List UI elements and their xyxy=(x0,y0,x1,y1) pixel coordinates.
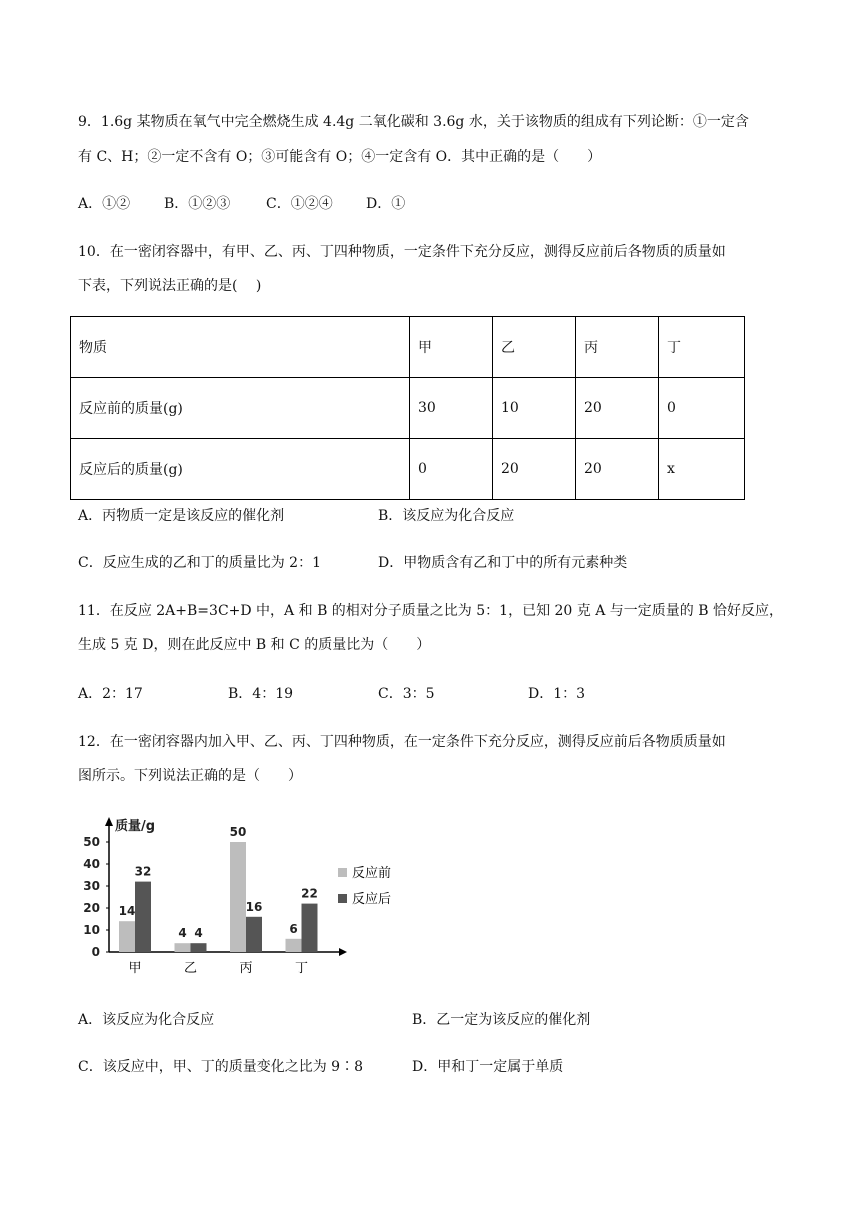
y-tick-label: 10 xyxy=(83,923,100,937)
x-tick-label: 丁 xyxy=(294,961,309,976)
table-header-cell: 乙 xyxy=(493,317,576,378)
bar xyxy=(135,882,151,952)
data-label: 22 xyxy=(301,886,318,901)
bar xyxy=(119,921,135,952)
y-tick-label: 0 xyxy=(91,945,100,959)
data-label: 4 xyxy=(194,926,203,941)
legend-swatch xyxy=(338,868,347,877)
table-row xyxy=(71,378,745,439)
data-label: 50 xyxy=(229,825,247,839)
q9-stem-line1: 9．1.6g 某物质在氧气中完全燃烧生成 4.4g 二氧化碳和 3.6g 水，关于该物质的组成有下列论断：①一定含 xyxy=(78,114,749,130)
q12-option-b: B．乙一定为该反应的催化剂 xyxy=(412,1012,591,1028)
table-cell: 反应前的质量(g) xyxy=(71,378,410,439)
x-axis-arrow xyxy=(339,948,347,956)
q12-option-c: C．该反应中，甲、丁的质量变化之比为 9∶8 xyxy=(78,1059,363,1075)
chart-bars xyxy=(119,842,318,952)
bar xyxy=(191,943,207,952)
table-cell: 10 xyxy=(493,378,576,439)
q10-stem-line2: 下表，下列说法正确的是( ) xyxy=(78,278,262,294)
q9-option-c: C．①②④ xyxy=(266,196,333,212)
y-axis-arrow xyxy=(105,817,113,826)
data-label: 6 xyxy=(289,921,298,936)
table-cell: x xyxy=(659,439,745,500)
y-tick-label: 30 xyxy=(83,879,100,893)
q10-option-c: C．反应生成的乙和丁的质量比为 2：1 xyxy=(78,555,321,571)
mass-bar-chart xyxy=(76,812,406,982)
table-cell: 0 xyxy=(410,439,493,500)
q12-option-a: A．该反应为化合反应 xyxy=(78,1012,215,1028)
y-tick-label: 50 xyxy=(83,835,100,849)
q10-option-d: D．甲物质含有乙和丁中的所有元素种类 xyxy=(378,555,628,571)
q11-option-d: D．1：3 xyxy=(528,686,586,702)
bar xyxy=(302,904,318,952)
chart-legend xyxy=(338,865,391,907)
legend-label: 反应前 xyxy=(352,866,392,881)
bar xyxy=(175,943,191,952)
x-tick-label: 乙 xyxy=(183,961,198,976)
q12-stem-line2: 图所示。下列说法正确的是（ ） xyxy=(78,768,302,784)
table-cell: 反应后的质量(g) xyxy=(71,439,410,500)
x-tick-label: 丙 xyxy=(239,961,253,976)
q11-option-c: C．3：5 xyxy=(378,686,435,702)
data-label: 14 xyxy=(118,904,136,919)
table-cell: 30 xyxy=(410,378,493,439)
table-cell: 20 xyxy=(493,439,576,500)
data-label: 16 xyxy=(245,899,263,914)
x-tick-label: 甲 xyxy=(128,961,142,976)
bar xyxy=(286,939,302,952)
q12-stem-line1: 12．在一密闭容器内加入甲、乙、丙、丁四种物质，在一定条件下充分反应，测得反应前后各物质质量如 xyxy=(78,734,726,750)
legend-label: 反应后 xyxy=(352,892,392,907)
q9-option-b: B．①②③ xyxy=(164,196,231,212)
q10-option-a: A．丙物质一定是该反应的催化剂 xyxy=(78,508,285,524)
q9-option-a: A．①② xyxy=(78,196,131,212)
table-cell: 0 xyxy=(659,378,745,439)
table-cell: 20 xyxy=(576,439,659,500)
y-axis-label: 质量/g xyxy=(115,819,156,834)
bar xyxy=(246,917,262,952)
table-header-cell: 物质 xyxy=(71,317,410,378)
mass-table xyxy=(70,316,745,500)
q10-option-b: B．该反应为化合反应 xyxy=(378,508,515,524)
table-cell: 20 xyxy=(576,378,659,439)
table-header-cell: 甲 xyxy=(410,317,493,378)
table-header-row xyxy=(71,317,745,378)
table-header-cell: 丙 xyxy=(576,317,659,378)
bar xyxy=(230,842,246,952)
data-label: 4 xyxy=(178,926,187,941)
q9-stem-line2: 有 C、H；②一定不含有 O；③可能含有 O；④一定含有 O．其中正确的是（ ） xyxy=(78,149,602,165)
q11-option-b: B．4：19 xyxy=(228,686,294,702)
y-tick-label: 20 xyxy=(83,901,100,915)
q10-stem-line1: 10．在一密闭容器中，有甲、乙、丙、丁四种物质，一定条件下充分反应，测得反应前后各物质的质量如 xyxy=(78,244,726,260)
table-row xyxy=(71,439,745,500)
q12-option-d: D．甲和丁一定属于单质 xyxy=(412,1059,564,1075)
q11-stem-line2: 生成 5 克 D，则在此反应中 B 和 C 的质量比为（ ） xyxy=(78,637,431,653)
q11-stem-line1: 11．在反应 2A+B=3C+D 中，A 和 B 的相对分子质量之比为 5：1，已知 20 克 A 与一定质量的 B 恰好反应， xyxy=(78,603,783,619)
legend-swatch xyxy=(338,894,347,903)
data-label: 32 xyxy=(134,864,152,879)
table-header-cell: 丁 xyxy=(659,317,745,378)
q9-option-d: D．① xyxy=(366,196,406,212)
q11-option-a: A．2：17 xyxy=(78,686,143,702)
y-tick-label: 40 xyxy=(83,857,100,871)
